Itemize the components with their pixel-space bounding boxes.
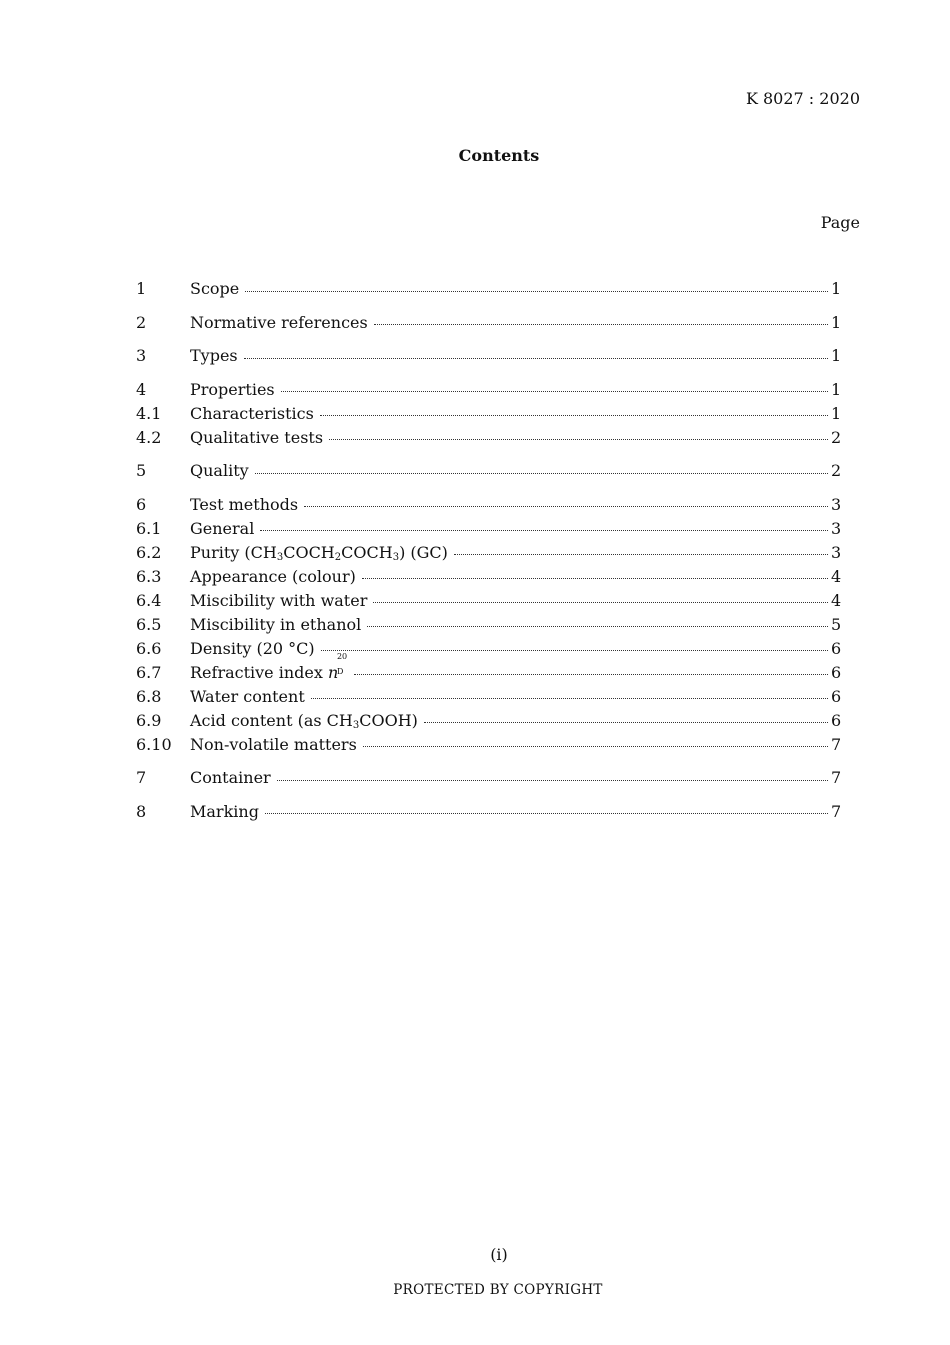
toc-entry-number: 6.9 — [136, 710, 162, 730]
toc-entry-title: Appearance (colour) — [190, 566, 356, 586]
toc-entry[interactable] — [136, 637, 841, 661]
leader-dots — [362, 578, 828, 579]
toc-entry-title: Types — [190, 346, 238, 365]
toc-entry[interactable] — [136, 733, 841, 757]
leader-dots — [329, 439, 828, 440]
toc-entry-title: General — [190, 518, 255, 538]
toc-entry-number: 8 — [136, 801, 147, 821]
toc-entry-number: 5 — [136, 461, 147, 480]
toc-entry-title: Qualitative tests — [190, 427, 324, 447]
leader-dots — [354, 674, 828, 675]
page-column-label: Page — [820, 213, 860, 232]
leader-dots — [424, 722, 828, 723]
toc-entry-page: 5 — [831, 614, 842, 634]
toc-entry-title: Refractive index n 20 D — [190, 661, 348, 685]
toc-entry-page: 1 — [831, 279, 842, 298]
leader-dots — [321, 650, 828, 651]
toc-entry-number: 6 — [136, 494, 147, 514]
toc-entry-title: Test methods — [190, 494, 299, 514]
toc-entry-title: Miscibility in ethanol — [190, 614, 362, 634]
toc-entry-title: Marking — [190, 801, 259, 821]
page-title: Contents — [458, 146, 540, 165]
toc-entry[interactable] — [136, 277, 841, 301]
toc-entry-title: Miscibility with water — [190, 590, 368, 610]
footer-page-number: (i) — [490, 1245, 508, 1264]
leader-dots — [277, 780, 828, 781]
toc-entry-title: Quality — [190, 461, 249, 480]
toc-entry-page: 1 — [831, 312, 842, 332]
leader-dots — [260, 530, 828, 531]
leader-dots — [320, 415, 828, 416]
toc-entry[interactable] — [136, 766, 841, 790]
toc-entry-page: 3 — [831, 542, 842, 562]
toc-entry-number: 4.2 — [136, 427, 162, 447]
leader-dots — [244, 358, 828, 359]
toc-entry-number: 6.8 — [136, 686, 162, 706]
leader-dots — [311, 698, 828, 699]
toc-entry[interactable] — [136, 311, 841, 335]
toc-entry-page: 3 — [831, 518, 842, 538]
toc-entry[interactable] — [136, 589, 841, 613]
toc-entry[interactable] — [136, 800, 841, 824]
toc-entry-title: Non-volatile matters — [190, 734, 357, 754]
table-of-contents — [136, 277, 841, 824]
toc-entry-page: 7 — [831, 801, 842, 821]
toc-entry-title: Scope — [190, 279, 240, 298]
toc-entry[interactable] — [136, 709, 841, 733]
leader-dots — [265, 813, 828, 814]
toc-entry-page: 2 — [831, 427, 842, 447]
toc-entry-title: Density (20 °C) — [190, 638, 315, 658]
toc-entry-number: 6.5 — [136, 614, 162, 634]
toc-entry[interactable] — [136, 344, 841, 368]
leader-dots — [367, 626, 828, 627]
toc-entry[interactable] — [136, 493, 841, 517]
toc-entry[interactable] — [136, 517, 841, 541]
toc-entry-title: Characteristics — [190, 403, 314, 423]
toc-entry-page: 1 — [831, 403, 842, 423]
leader-dots — [245, 291, 828, 292]
toc-entry-page: 1 — [831, 346, 842, 365]
toc-entry-page: 6 — [831, 662, 842, 682]
toc-entry[interactable] — [136, 541, 841, 565]
toc-entry-number: 6.1 — [136, 518, 162, 538]
toc-entry-number: 6.6 — [136, 638, 162, 658]
toc-entry[interactable] — [136, 565, 841, 589]
toc-entry-number: 3 — [136, 346, 147, 365]
toc-entry-title: Purity $(CH_3COCH_2COCH_3)$ (GC) — [190, 542, 448, 563]
toc-entry-number: 4.1 — [136, 403, 162, 423]
toc-entry[interactable] — [136, 378, 841, 402]
toc-entry-title: Normative references — [190, 312, 368, 332]
toc-entry-number: 4 — [136, 379, 147, 399]
toc-entry-page: 4 — [831, 590, 842, 610]
toc-entry-page: 7 — [831, 768, 842, 787]
toc-entry[interactable] — [136, 402, 841, 426]
leader-dots — [363, 746, 828, 747]
toc-entry-page: 6 — [831, 638, 842, 658]
leader-dots — [373, 602, 828, 603]
toc-entry-number: 6.4 — [136, 590, 162, 610]
toc-entry[interactable] — [136, 685, 841, 709]
toc-entry-page: 6 — [831, 710, 842, 730]
refractive-index-symbol: n 20 D — [327, 651, 348, 682]
leader-dots — [255, 473, 828, 474]
toc-entry-page: 1 — [831, 379, 842, 399]
copyright-notice: PROTECTED BY COPYRIGHT — [393, 1282, 603, 1298]
toc-entry-number: 6.3 — [136, 566, 162, 586]
toc-entry-number: 2 — [136, 312, 147, 332]
leader-dots — [281, 391, 828, 392]
document-number: K 8027 : 2020 — [745, 89, 860, 108]
toc-entry[interactable] — [136, 459, 841, 483]
leader-dots — [454, 554, 828, 555]
leader-dots — [374, 324, 828, 325]
toc-entry-number: 1 — [136, 279, 147, 298]
toc-entry-number: 6.2 — [136, 542, 162, 562]
toc-entry-title: Water content — [190, 686, 305, 706]
toc-entry-number: 6.10 — [136, 734, 172, 754]
toc-entry-title: Container — [190, 768, 271, 787]
toc-entry[interactable] — [136, 651, 842, 685]
toc-entry-page: 2 — [831, 461, 842, 480]
toc-entry-title: Properties — [190, 379, 275, 399]
toc-entry[interactable] — [136, 426, 841, 450]
toc-entry-page: 6 — [831, 686, 842, 706]
toc-entry-page: 4 — [831, 566, 842, 586]
toc-entry-page: 3 — [831, 494, 842, 514]
toc-entry-number: 7 — [136, 768, 147, 787]
leader-dots — [304, 506, 828, 507]
toc-entry-page: 7 — [831, 734, 842, 754]
toc-entry[interactable] — [136, 613, 841, 637]
toc-entry-number: 6.7 — [136, 662, 162, 682]
toc-entry-title: Acid content (as $CH_3COOH$) — [190, 710, 418, 731]
